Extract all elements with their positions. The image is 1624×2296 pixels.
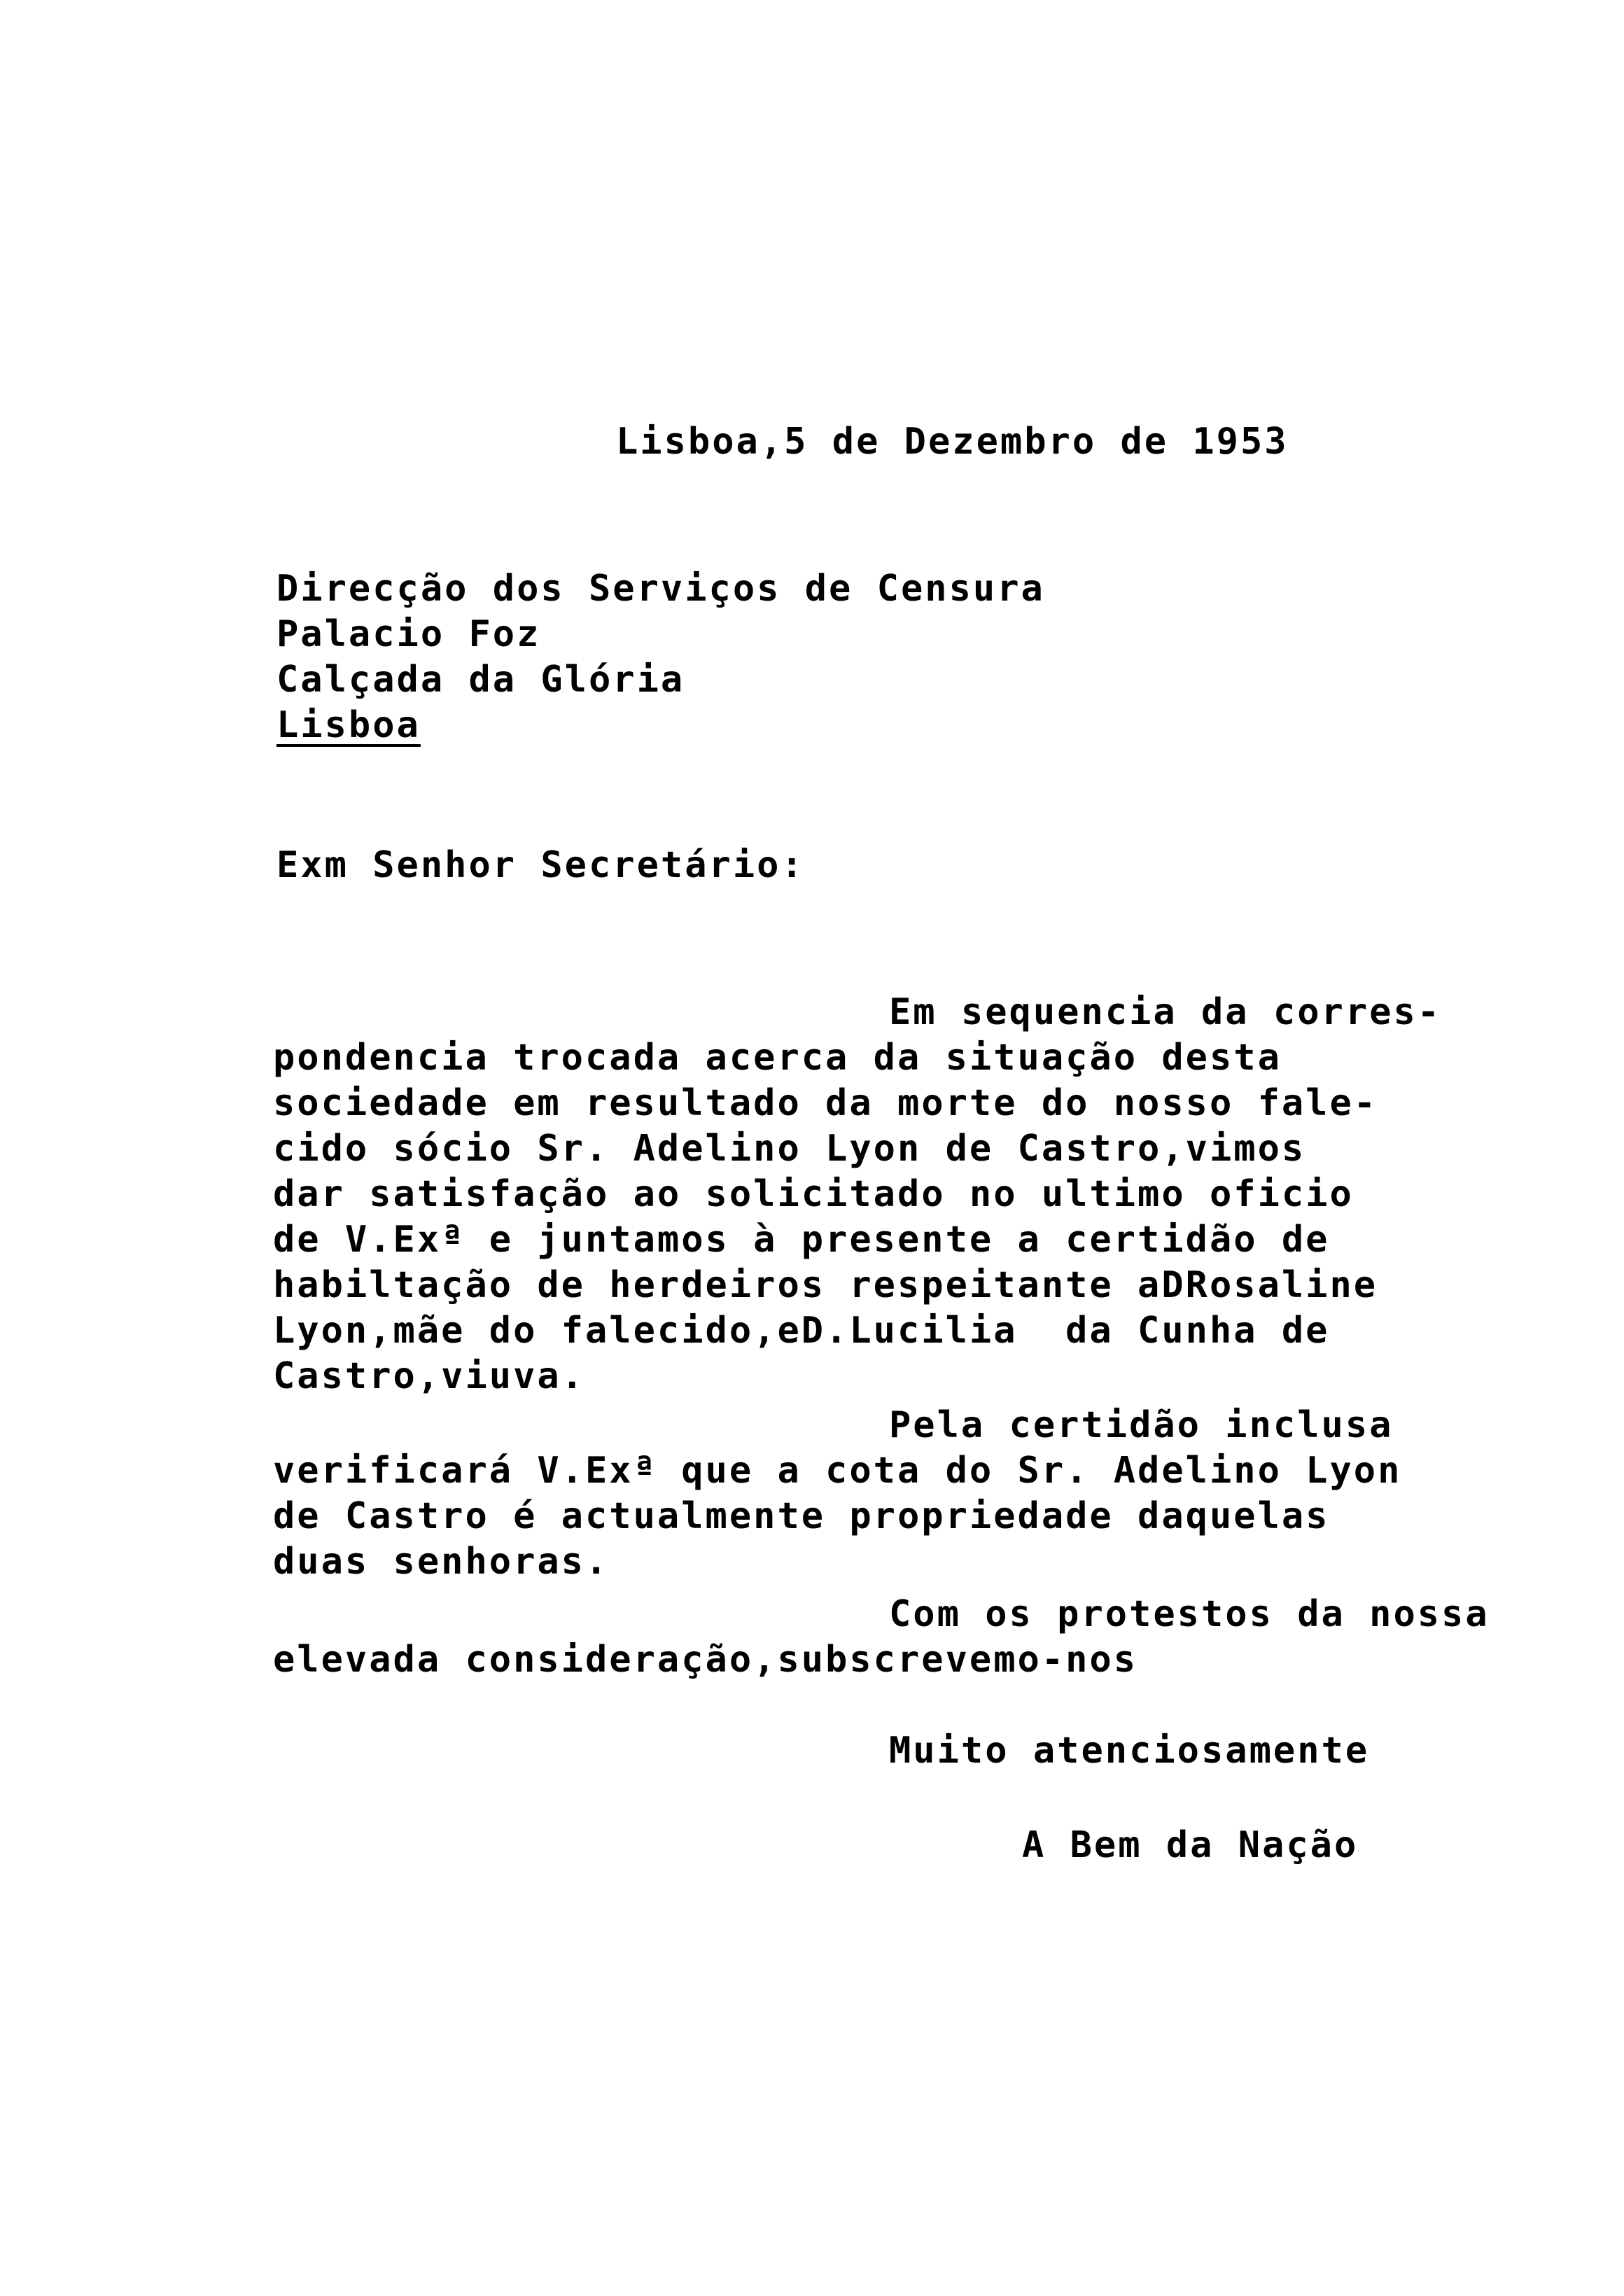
addressee-line-3: Calçada da Glória [276, 659, 685, 701]
paragraph-line: de V.Exª e juntamos à presente a certidão de [273, 1219, 1330, 1261]
paragraph-line: cido sócio Sr. Adelino Lyon de Castro,vimos [273, 1128, 1306, 1170]
date-line: Lisboa,5 de Dezembro de 1953 [616, 421, 1289, 463]
paragraph-line: Pela certidão inclusa [889, 1404, 1394, 1446]
paragraph-line: pondencia trocada acerca da situação desta [273, 1037, 1282, 1079]
paragraph-line: dar satisfação ao solicitado no ultimo oficio [273, 1173, 1354, 1215]
addressee-line-2: Palacio Foz [276, 613, 541, 655]
closing-line-2: A Bem da Nação [1022, 1824, 1359, 1866]
paragraph-line: Castro,viuva. [273, 1355, 585, 1397]
paragraph-line: Em sequencia da corres- [889, 991, 1442, 1033]
paragraph-line: de Castro é actualmente propriedade daquelas [273, 1495, 1330, 1537]
paragraph-line: Com os protestos da nossa [889, 1593, 1490, 1635]
addressee-line-1: Direcção dos Serviços de Censura [276, 568, 1045, 610]
paragraph-line: sociedade em resultado da morte do nosso fale- [273, 1082, 1378, 1124]
paragraph-line: duas senhoras. [273, 1541, 610, 1583]
salutation: Exm Senhor Secretário: [276, 844, 805, 886]
paragraph-line: elevada consideração,subscrevemo-nos [273, 1639, 1138, 1681]
paragraph-line: verificará V.Exª que a cota do Sr. Adelino Lyon [273, 1450, 1402, 1492]
paragraph-line: habiltação de herdeiros respeitante aDRosaline [273, 1264, 1378, 1306]
closing-line-1: Muito atenciosamente [889, 1730, 1370, 1772]
addressee-city: Lisboa [276, 704, 421, 746]
paragraph-line: Lyon,mãe do falecido,eD.Lucilia da Cunha de [273, 1310, 1330, 1352]
